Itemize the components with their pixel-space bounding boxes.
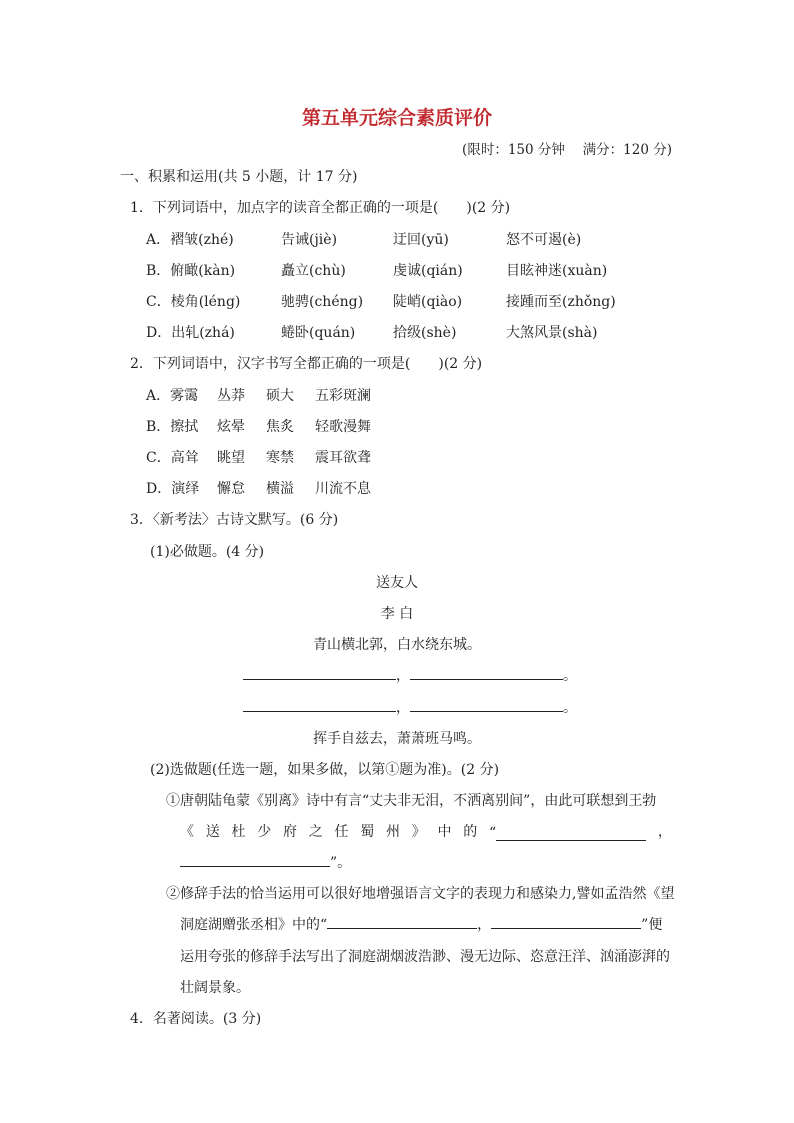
comma: ， [396,668,410,684]
question-3-part-2: (2)选做题(任选一题，如果多做，以第①题为准)。(2 分) [150,762,500,778]
comma: ， [477,917,492,933]
char: 中 [437,824,452,840]
char: 杜 [231,824,246,840]
answer-blank[interactable] [410,665,563,680]
comma: ， [657,824,672,840]
option-b-word-1: B．擦拭 [146,419,199,435]
optional-question-2-line-4: 壮阔景象。 [180,980,250,996]
option-a-word-3: 迂回(yū) [393,232,449,248]
option-b-word-4: 轻歌漫舞 [315,419,371,435]
option-d-word-3: 拾级(shè) [393,325,457,341]
char: 少 [257,824,272,840]
optional-question-2-line-2 [180,914,662,934]
option-a-word-4: 怒不可遏(è) [506,232,582,248]
option-c-word-4: 震耳欲聋 [315,450,371,466]
answer-blank[interactable] [410,697,563,712]
text: 洞庭湖赠张丞相》中的“ [180,917,328,933]
option-d-word-2: 懈怠 [217,481,245,497]
char: 蜀 [360,824,375,840]
option-d-word-4: 川流不息 [315,481,371,497]
option-a-word-2: 告诫(jiè) [281,232,338,248]
optional-question-1-line-1: ①唐朝陆龟蒙《别离》诗中有言“丈夫非无泪，不洒离别间”，由此可联想到王勃 [166,793,657,809]
period: 。 [563,700,577,716]
option-a-word-4: 五彩斑澜 [315,388,371,404]
question-3-part-1: (1)必做题。(4 分) [150,544,265,560]
optional-question-2-line-3: 运用夸张的修辞手法写出了洞庭湖烟波浩渺、漫无边际、恣意汪洋、汹涌澎湃的 [180,949,670,965]
option-c-word-3: 寒禁 [266,450,294,466]
char: “ [489,825,497,841]
poem-line-4: 挥手自兹去，萧萧班马鸣。 [313,731,481,747]
comma: ， [396,700,410,716]
answer-blank[interactable] [180,852,330,867]
option-c-word-2: 眺望 [217,450,245,466]
char: 》 [411,824,426,840]
option-b-word-2: 炫晕 [217,419,245,435]
option-c-word-1: C．棱角(léng) [146,294,241,310]
option-b-word-1: B．俯瞰(kàn) [146,263,236,279]
option-b-word-4: 目眩神迷(xuàn) [506,263,608,279]
option-b-word-2: 矗立(chù) [281,263,346,279]
answer-blank[interactable] [327,914,477,929]
char: 的 [463,824,478,840]
option-c-word-3: 陡峭(qiào) [393,294,463,310]
question-4-stem: 4．名著阅读。(3 分) [130,1011,262,1027]
text: ”便 [641,917,663,933]
option-c-word-2: 驰骋(chéng) [281,294,364,310]
option-b-word-3: 虔诚(qián) [393,263,463,279]
option-d-word-2: 蜷卧(quán) [281,325,356,341]
option-b-word-3: 焦炙 [266,419,294,435]
option-d-word-1: D．演绎 [146,481,200,497]
answer-blank[interactable] [243,665,396,680]
char: 任 [334,824,349,840]
page-title: 第五单元综合素质评价 [301,107,492,129]
poem-blank-line-3 [243,697,577,717]
section-heading: 一、积累和运用(共 5 小题，计 17 分) [120,169,358,185]
optional-question-1-line-2 [180,821,672,841]
poem-author: 李 白 [380,606,414,622]
option-a-word-2: 丛莽 [217,388,245,404]
char: 州 [386,824,400,840]
answer-blank[interactable] [491,914,641,929]
question-1-stem: 1．下列词语中，加点字的读音全都正确的一项是( )(2 分) [130,200,511,216]
char: 府 [283,824,297,840]
question-3-stem: 3．〈新考法〉古诗文默写。(6 分) [130,512,339,528]
answer-blank[interactable] [243,697,396,712]
time-score-limit: (限时：150 分钟 满分：120 分) [462,142,672,158]
answer-blank[interactable] [496,826,646,841]
char: 之 [308,824,323,840]
optional-question-1-line-3 [180,852,351,872]
period: 。 [563,668,577,684]
char: 《 [180,824,194,840]
poem-title: 送友人 [376,575,418,591]
option-d-word-4: 大煞风景(shà) [506,325,598,341]
option-a-word-1: A．雾霭 [146,388,199,404]
option-c-word-4: 接踵而至(zhǒng) [506,294,616,310]
optional-question-2-line-1: ②修辞手法的恰当运用可以很好地增强语言文字的表现力和感染力,譬如孟浩然《望 [166,886,675,902]
closing-quote: ”。 [330,855,352,871]
question-2-stem: 2．下列词语中，汉字书写全都正确的一项是( )(2 分) [130,356,483,372]
option-d-word-1: D．出轧(zhá) [146,325,235,341]
option-a-word-1: A．褶皱(zhé) [146,232,234,248]
option-d-word-3: 横溢 [266,481,294,497]
poem-blank-line-2 [243,665,577,685]
char: 送 [205,824,220,840]
option-a-word-3: 硕大 [266,388,294,404]
poem-line-1: 青山横北郭，白水绕东城。 [313,637,481,653]
option-c-word-1: C．高耸 [146,450,199,466]
